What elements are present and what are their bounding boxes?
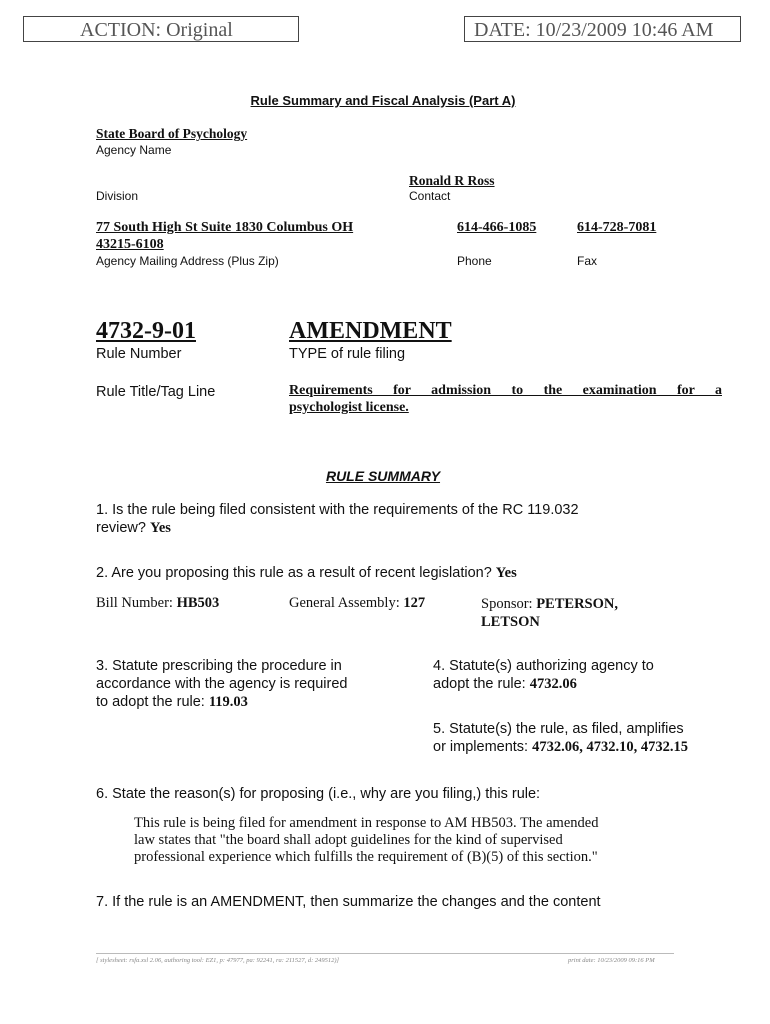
question-4 [433, 657, 654, 693]
sponsor-value-line2: LETSON [481, 614, 540, 630]
mailing-address-label: Agency Mailing Address (Plus Zip) [96, 254, 279, 268]
question-4-answer: 4732.06 [529, 676, 577, 692]
rule-title-line1: Requirements for admission to the examination for a [289, 383, 722, 398]
action-text: ACTION: Original [80, 19, 233, 41]
agency-name: State Board of Psychology [96, 126, 248, 141]
agency-name-label: Agency Name [96, 143, 172, 157]
question-6-answer [134, 815, 598, 866]
rule-number-label: Rule Number [96, 346, 182, 362]
phone-label: Phone [457, 254, 492, 268]
general-assembly-label: General Assembly: [289, 595, 400, 611]
question-4-line1: 4. Statute(s) authorizing agency to [433, 658, 654, 674]
contact-label: Contact [409, 189, 451, 203]
footer-divider [96, 953, 674, 954]
date-box [464, 16, 741, 42]
question-3-line3 [96, 693, 347, 711]
mailing-address-line2: 43215-6108 [96, 237, 164, 252]
question-5-line1: 5. Statute(s) the rule, as filed, amplifies [433, 721, 684, 737]
fax-label: Fax [577, 254, 598, 268]
footer-stylesheet-info: [ stylesheet: rsfa.xsl 2.06, authoring tool: EZ1, p: 47977, pa: 92241, ra: 211527, d: 249512)] [96, 957, 340, 964]
question-1-text: review? [96, 520, 146, 536]
question-7: 7. If the rule is an AMENDMENT, then summarize the changes and the content [96, 894, 601, 910]
question-3-text: to adopt the rule: [96, 694, 205, 710]
question-2 [96, 564, 517, 582]
question-6-answer-line1: This rule is being filed for amendment in response to AM HB503. The amended [134, 815, 599, 831]
question-1-line2 [96, 519, 171, 537]
bill-number-value: HB503 [176, 595, 220, 611]
bill-number-label: Bill Number: [96, 595, 173, 611]
document-title: Rule Summary and Fiscal Analysis (Part A) [250, 93, 516, 108]
sponsor-label: Sponsor: [481, 596, 533, 612]
phone-number: 614-466-1085 [457, 220, 537, 235]
question-3-line1: 3. Statute prescribing the procedure in [96, 658, 342, 674]
footer-print-date: print date: 10/23/2009 09:16 PM [568, 957, 655, 964]
rule-number: 4732-9-01 [96, 318, 196, 344]
contact-name: Ronald R Ross [409, 173, 495, 188]
question-2-answer: Yes [495, 565, 517, 581]
rule-title-line2: psychologist license. [289, 400, 409, 415]
question-3 [96, 657, 347, 711]
question-4-line2 [433, 675, 654, 693]
general-assembly [289, 595, 425, 612]
rule-title-label: Rule Title/Tag Line [96, 384, 216, 400]
bill-number [96, 595, 219, 612]
division-label: Division [96, 189, 139, 203]
action-box [23, 16, 299, 42]
fax-number: 614-728-7081 [577, 220, 657, 235]
question-1-line1: 1. Is the rule being filed consistent with the requirements of the RC 119.032 [96, 502, 579, 518]
question-6-answer-line3: professional experience which fulfills the requirement of (B)(5) of this section." [134, 849, 598, 865]
question-5-text: or implements: [433, 739, 529, 755]
question-2-text: 2. Are you proposing this rule as a result of recent legislation? [96, 565, 492, 581]
sponsor [481, 595, 618, 631]
rule-filing-type: AMENDMENT [289, 318, 452, 344]
rule-type-label: TYPE of rule filing [289, 346, 406, 362]
general-assembly-value: 127 [403, 595, 426, 611]
sponsor-value-line1: PETERSON, [536, 596, 618, 612]
question-5-line2 [433, 738, 688, 756]
question-5-answer: 4732.06, 4732.10, 4732.15 [532, 739, 688, 755]
question-5 [433, 720, 688, 756]
date-text: DATE: 10/23/2009 10:46 AM [474, 19, 714, 41]
question-1-answer: Yes [150, 520, 171, 536]
question-4-text: adopt the rule: [433, 676, 526, 692]
question-3-answer: 119.03 [208, 694, 248, 710]
rule-summary-heading: RULE SUMMARY [325, 468, 441, 484]
question-6-answer-line2: law states that "the board shall adopt guidelines for the kind of supervised [134, 832, 563, 848]
question-6: 6. State the reason(s) for proposing (i.e., why are you filing,) this rule: [96, 786, 541, 802]
question-3-line2: accordance with the agency is required [96, 676, 348, 692]
mailing-address-line1: 77 South High St Suite 1830 Columbus OH [96, 220, 354, 235]
